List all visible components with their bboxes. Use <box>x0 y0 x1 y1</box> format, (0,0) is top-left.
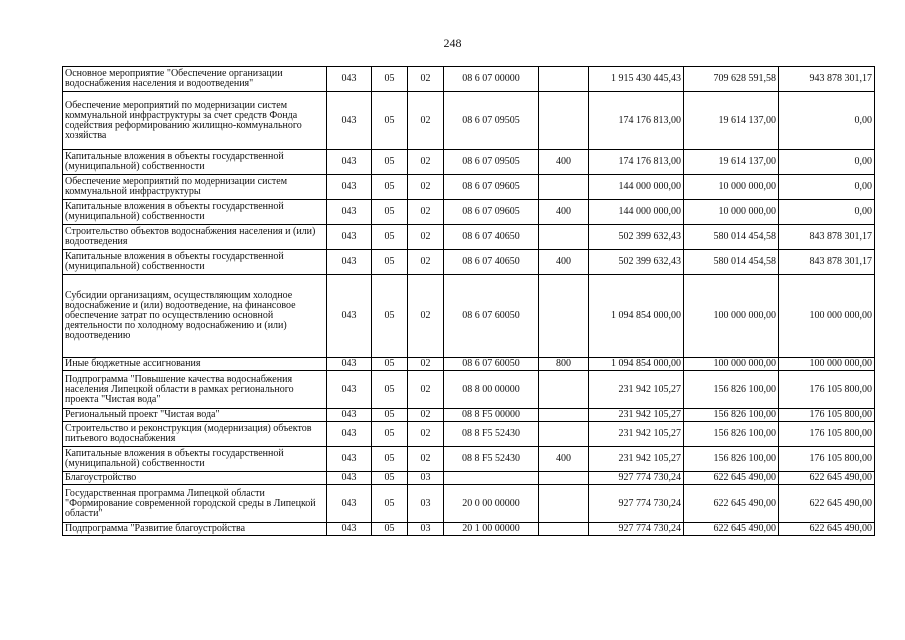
cell-target-article: 08 8 F5 00000 <box>444 409 539 422</box>
cell-vedomstvo: 043 <box>327 175 372 200</box>
table-row <box>63 92 875 150</box>
cell-name: Субсидии организациям, осуществляющим холодное водоснабжение и (или) водоотведение, на финансовое обеспечение затрат по осуществлению основной деятельности по холодному водоснабжению и (или) водоотведению <box>63 275 327 358</box>
cell-sum-year-3: 622 645 490,00 <box>779 472 875 485</box>
table-body <box>63 67 875 536</box>
cell-razdel: 05 <box>372 150 408 175</box>
cell-target-article: 08 6 07 40650 <box>444 225 539 250</box>
cell-vedomstvo: 043 <box>327 200 372 225</box>
table-row <box>63 422 875 447</box>
cell-razdel: 05 <box>372 225 408 250</box>
cell-sum-year-2: 709 628 591,58 <box>684 67 779 92</box>
cell-sum-year-2: 156 826 100,00 <box>684 422 779 447</box>
cell-sum-year-3: 0,00 <box>779 200 875 225</box>
cell-sum-year-3: 0,00 <box>779 150 875 175</box>
cell-name: Обеспечение мероприятий по модернизации систем коммунальной инфраструктуры за счет средств Фонда содействия реформированию жилищно-коммунального хозяйства <box>63 92 327 150</box>
cell-name: Благоустройство <box>63 472 327 485</box>
cell-vedomstvo: 043 <box>327 371 372 409</box>
cell-podrazdel: 02 <box>408 409 444 422</box>
cell-podrazdel: 02 <box>408 225 444 250</box>
cell-vedomstvo: 043 <box>327 422 372 447</box>
cell-podrazdel: 02 <box>408 358 444 371</box>
cell-target-article <box>444 472 539 485</box>
cell-target-article: 20 1 00 00000 <box>444 523 539 536</box>
cell-expense-type <box>539 523 589 536</box>
cell-name: Капитальные вложения в объекты государственной (муниципальной) собственности <box>63 447 327 472</box>
cell-expense-type <box>539 67 589 92</box>
cell-expense-type <box>539 485 589 523</box>
table-row <box>63 523 875 536</box>
cell-expense-type: 400 <box>539 200 589 225</box>
cell-sum-year-1: 502 399 632,43 <box>589 250 684 275</box>
cell-sum-year-2: 156 826 100,00 <box>684 371 779 409</box>
cell-sum-year-2: 580 014 454,58 <box>684 225 779 250</box>
cell-target-article: 08 6 07 60050 <box>444 358 539 371</box>
page-number: 248 <box>443 36 462 50</box>
cell-podrazdel: 02 <box>408 175 444 200</box>
cell-sum-year-3: 0,00 <box>779 175 875 200</box>
cell-podrazdel: 02 <box>408 67 444 92</box>
table-row <box>63 358 875 371</box>
cell-expense-type <box>539 371 589 409</box>
cell-razdel: 05 <box>372 175 408 200</box>
cell-name: Государственная программа Липецкой области "Формирование современной городской среды в Липецкой области" <box>63 485 327 523</box>
cell-sum-year-2: 156 826 100,00 <box>684 447 779 472</box>
cell-name: Обеспечение мероприятий по модернизации систем коммунальной инфраструктуры <box>63 175 327 200</box>
cell-podrazdel: 02 <box>408 422 444 447</box>
cell-sum-year-1: 502 399 632,43 <box>589 225 684 250</box>
cell-expense-type <box>539 92 589 150</box>
cell-vedomstvo: 043 <box>327 275 372 358</box>
cell-name: Иные бюджетные ассигнования <box>63 358 327 371</box>
cell-razdel: 05 <box>372 422 408 447</box>
cell-expense-type <box>539 472 589 485</box>
cell-name: Региональный проект "Чистая вода" <box>63 409 327 422</box>
cell-sum-year-2: 622 645 490,00 <box>684 485 779 523</box>
cell-vedomstvo: 043 <box>327 523 372 536</box>
cell-target-article: 08 6 07 09605 <box>444 175 539 200</box>
cell-razdel: 05 <box>372 200 408 225</box>
cell-razdel: 05 <box>372 409 408 422</box>
cell-vedomstvo: 043 <box>327 250 372 275</box>
cell-sum-year-1: 927 774 730,24 <box>589 472 684 485</box>
cell-sum-year-1: 174 176 813,00 <box>589 92 684 150</box>
cell-expense-type <box>539 175 589 200</box>
cell-sum-year-3: 622 645 490,00 <box>779 523 875 536</box>
table-row <box>63 275 875 358</box>
cell-podrazdel: 02 <box>408 92 444 150</box>
cell-name: Строительство и реконструкция (модернизация) объектов питьевого водоснабжения <box>63 422 327 447</box>
cell-vedomstvo: 043 <box>327 92 372 150</box>
cell-sum-year-1: 231 942 105,27 <box>589 422 684 447</box>
table-row <box>63 67 875 92</box>
cell-sum-year-2: 100 000 000,00 <box>684 275 779 358</box>
cell-name: Капитальные вложения в объекты государственной (муниципальной) собственности <box>63 150 327 175</box>
cell-target-article: 20 0 00 00000 <box>444 485 539 523</box>
cell-podrazdel: 02 <box>408 250 444 275</box>
cell-target-article: 08 6 07 00000 <box>444 67 539 92</box>
table-row <box>63 150 875 175</box>
cell-sum-year-1: 144 000 000,00 <box>589 200 684 225</box>
cell-razdel: 05 <box>372 250 408 275</box>
cell-target-article: 08 6 07 60050 <box>444 275 539 358</box>
table-row <box>63 175 875 200</box>
cell-sum-year-1: 174 176 813,00 <box>589 150 684 175</box>
cell-target-article: 08 6 07 09605 <box>444 200 539 225</box>
table-row <box>63 485 875 523</box>
table-row <box>63 250 875 275</box>
cell-sum-year-3: 100 000 000,00 <box>779 358 875 371</box>
cell-sum-year-3: 943 878 301,17 <box>779 67 875 92</box>
cell-name: Подпрограмма "Повышение качества водоснабжения населения Липецкой области в рамках регионального проекта "Чистая вода" <box>63 371 327 409</box>
cell-name: Строительство объектов водоснабжения населения и (или) водоотведения <box>63 225 327 250</box>
cell-podrazdel: 02 <box>408 200 444 225</box>
cell-expense-type: 400 <box>539 150 589 175</box>
cell-podrazdel: 02 <box>408 371 444 409</box>
table-row <box>63 472 875 485</box>
cell-expense-type <box>539 409 589 422</box>
cell-podrazdel: 02 <box>408 447 444 472</box>
cell-sum-year-2: 622 645 490,00 <box>684 523 779 536</box>
table-row <box>63 371 875 409</box>
cell-sum-year-1: 927 774 730,24 <box>589 523 684 536</box>
cell-razdel: 05 <box>372 275 408 358</box>
cell-sum-year-1: 231 942 105,27 <box>589 371 684 409</box>
cell-podrazdel: 03 <box>408 485 444 523</box>
cell-expense-type: 400 <box>539 250 589 275</box>
cell-razdel: 05 <box>372 371 408 409</box>
cell-vedomstvo: 043 <box>327 67 372 92</box>
cell-name: Капитальные вложения в объекты государственной (муниципальной) собственности <box>63 250 327 275</box>
cell-razdel: 05 <box>372 472 408 485</box>
cell-podrazdel: 03 <box>408 472 444 485</box>
cell-sum-year-2: 10 000 000,00 <box>684 200 779 225</box>
cell-sum-year-1: 927 774 730,24 <box>589 485 684 523</box>
cell-sum-year-3: 176 105 800,00 <box>779 371 875 409</box>
cell-razdel: 05 <box>372 523 408 536</box>
cell-sum-year-2: 19 614 137,00 <box>684 92 779 150</box>
cell-podrazdel: 03 <box>408 523 444 536</box>
cell-sum-year-1: 1 915 430 445,43 <box>589 67 684 92</box>
cell-podrazdel: 02 <box>408 275 444 358</box>
cell-sum-year-2: 10 000 000,00 <box>684 175 779 200</box>
table-row <box>63 447 875 472</box>
cell-sum-year-1: 1 094 854 000,00 <box>589 358 684 371</box>
cell-sum-year-1: 144 000 000,00 <box>589 175 684 200</box>
table-row <box>63 225 875 250</box>
cell-vedomstvo: 043 <box>327 485 372 523</box>
cell-sum-year-3: 843 878 301,17 <box>779 225 875 250</box>
cell-sum-year-2: 622 645 490,00 <box>684 472 779 485</box>
cell-vedomstvo: 043 <box>327 150 372 175</box>
cell-expense-type: 400 <box>539 447 589 472</box>
cell-razdel: 05 <box>372 485 408 523</box>
cell-sum-year-3: 0,00 <box>779 92 875 150</box>
cell-sum-year-2: 100 000 000,00 <box>684 358 779 371</box>
cell-target-article: 08 8 F5 52430 <box>444 422 539 447</box>
cell-razdel: 05 <box>372 67 408 92</box>
cell-target-article: 08 8 F5 52430 <box>444 447 539 472</box>
cell-vedomstvo: 043 <box>327 447 372 472</box>
cell-target-article: 08 6 07 40650 <box>444 250 539 275</box>
cell-sum-year-3: 176 105 800,00 <box>779 409 875 422</box>
cell-sum-year-3: 176 105 800,00 <box>779 447 875 472</box>
table-row <box>63 409 875 422</box>
cell-podrazdel: 02 <box>408 150 444 175</box>
cell-razdel: 05 <box>372 92 408 150</box>
cell-sum-year-3: 843 878 301,17 <box>779 250 875 275</box>
cell-sum-year-3: 176 105 800,00 <box>779 422 875 447</box>
cell-sum-year-2: 19 614 137,00 <box>684 150 779 175</box>
cell-sum-year-1: 1 094 854 000,00 <box>589 275 684 358</box>
cell-sum-year-1: 231 942 105,27 <box>589 447 684 472</box>
cell-target-article: 08 8 00 00000 <box>444 371 539 409</box>
cell-expense-type: 800 <box>539 358 589 371</box>
cell-name: Подпрограмма "Развитие благоустройства <box>63 523 327 536</box>
cell-vedomstvo: 043 <box>327 358 372 371</box>
cell-target-article: 08 6 07 09505 <box>444 92 539 150</box>
cell-vedomstvo: 043 <box>327 409 372 422</box>
table-row <box>63 200 875 225</box>
cell-expense-type <box>539 422 589 447</box>
cell-sum-year-2: 156 826 100,00 <box>684 409 779 422</box>
cell-sum-year-3: 100 000 000,00 <box>779 275 875 358</box>
cell-sum-year-3: 622 645 490,00 <box>779 485 875 523</box>
cell-vedomstvo: 043 <box>327 472 372 485</box>
cell-razdel: 05 <box>372 447 408 472</box>
cell-name: Основное мероприятие "Обеспечение организации водоснабжения населения и водоотведения" <box>63 67 327 92</box>
cell-sum-year-1: 231 942 105,27 <box>589 409 684 422</box>
cell-expense-type <box>539 225 589 250</box>
cell-target-article: 08 6 07 09505 <box>444 150 539 175</box>
cell-name: Капитальные вложения в объекты государственной (муниципальной) собственности <box>63 200 327 225</box>
cell-expense-type <box>539 275 589 358</box>
cell-sum-year-2: 580 014 454,58 <box>684 250 779 275</box>
budget-table <box>62 66 875 536</box>
cell-vedomstvo: 043 <box>327 225 372 250</box>
cell-razdel: 05 <box>372 358 408 371</box>
